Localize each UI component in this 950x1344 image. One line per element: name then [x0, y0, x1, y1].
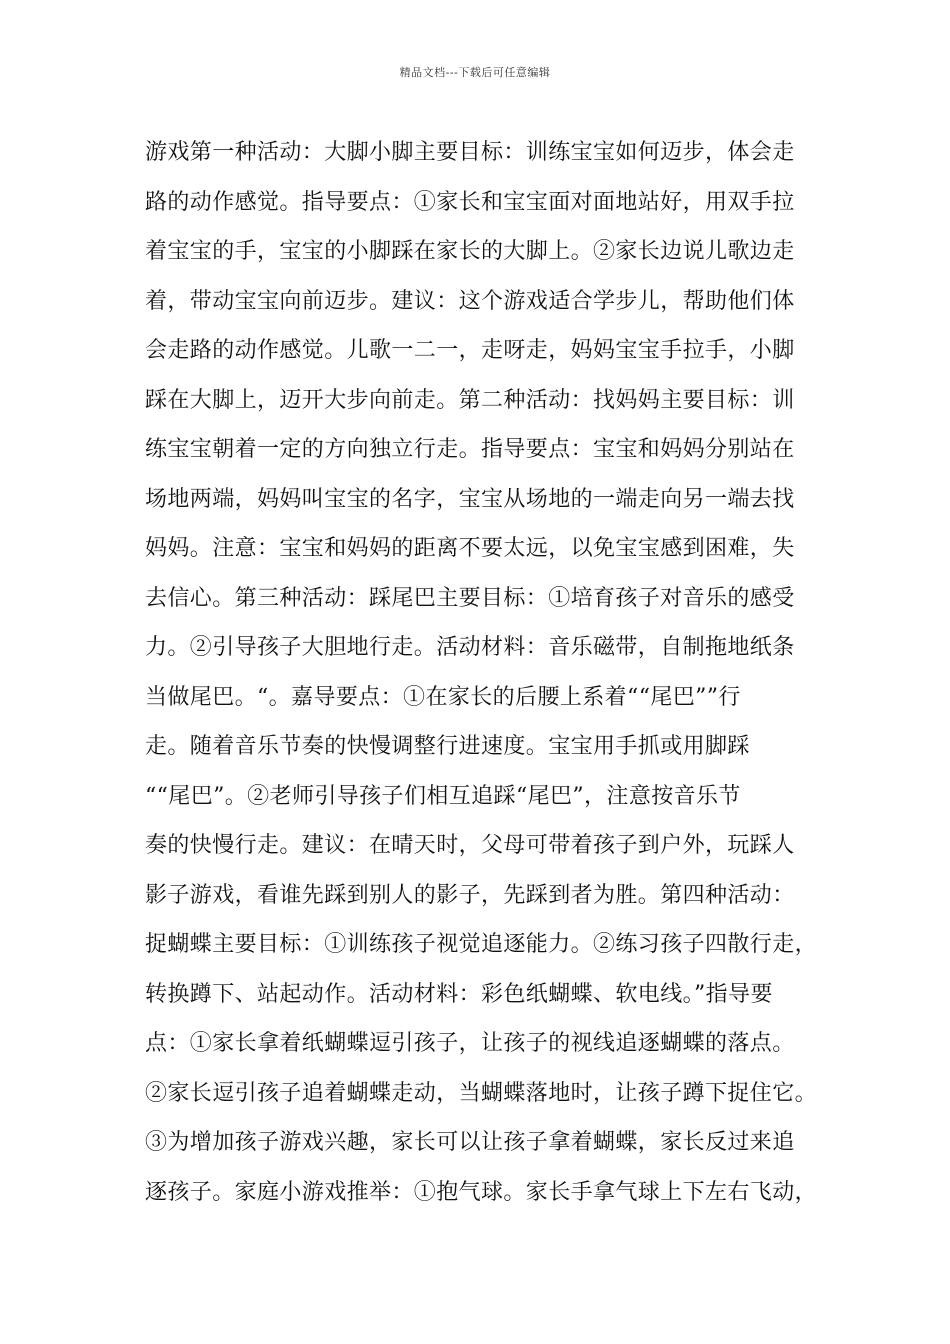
text-line: 去信心。第三种活动：踩尾巴主要目标：①培育孩子对音乐的感受	[145, 585, 795, 611]
text-line: 场地两端，妈妈叫宝宝的名字，宝宝从场地的一端走向另一端去找	[145, 486, 795, 512]
text-line: 走。随着音乐节奏的快慢调整行进速度。宝宝用手抓或用脚踩	[145, 734, 750, 759]
text-line: 着，带动宝宝向前迈步。建议：这个游戏适合学步儿，帮助他们体	[145, 288, 795, 314]
text-line: 力。②引导孩子大胆地行走。活动材料：音乐磁带，自制拖地纸条	[145, 635, 795, 660]
text-line: 转换蹲下、站起动作。活动材料：彩色纸蝴蝶、软电线。”指导要	[145, 981, 773, 1007]
text-line: 会走路的动作感觉。儿歌一二一，走呀走，妈妈宝宝手拉手，小脚	[145, 338, 795, 363]
text-line: 游戏第一种活动：大脚小脚主要目标：训练宝宝如何迈步，体会走	[145, 140, 795, 165]
text-line: ③为增加孩子游戏兴趣，家长可以让孩子拿着蝴蝶，家长反过来追	[145, 1130, 795, 1155]
text-line: 练宝宝朝着一定的方向独立行走。指导要点：宝宝和妈妈分别站在	[145, 437, 795, 462]
text-line: 奏的快慢行走。建议：在晴天时，父母可带着孩子到户外，玩踩人	[145, 833, 795, 858]
body-text	[145, 128, 825, 1217]
text-line: 影子游戏，看谁先踩到别人的影子，先踩到者为胜。第四种活动：	[145, 882, 795, 908]
page-header: 精品文档---下载后可任意编辑	[399, 66, 551, 79]
text-line: ““尾巴”。②老师引导孩子们相互追踩“尾巴”，注意按音乐节	[145, 783, 741, 809]
text-line: 点：①家长拿着纸蝴蝶逗引孩子，让孩子的视线追逐蝴蝶的落点。	[145, 1031, 795, 1056]
text-line: 着宝宝的手，宝宝的小脚踩在家长的大脚上。②家长边说儿歌边走	[145, 239, 795, 264]
text-line: 妈妈。注意：宝宝和妈妈的距离不要太远，以免宝宝感到困难，失	[145, 536, 795, 561]
text-line: 当做尾巴。“。嘉导要点：①在家长的后腰上系着““尾巴””行	[145, 684, 741, 710]
text-line: 路的动作感觉。指导要点：①家长和宝宝面对面地站好，用双手拉	[145, 189, 795, 215]
text-line: ②家长逗引孩子追着蝴蝶走动，当蝴蝶落地时，让孩子蹲下捉住它。	[145, 1080, 818, 1106]
text-line: 踩在大脚上，迈开大步向前走。第二种活动：找妈妈主要目标：训	[145, 387, 795, 413]
text-line: 捉蝴蝶主要目标：①训练孩子视觉追逐能力。②练习孩子四散行走，	[145, 932, 818, 957]
text-line: 逐孩子。家庭小游戏推举：①抱气球。家长手拿气球上下左右飞动，	[145, 1179, 818, 1205]
